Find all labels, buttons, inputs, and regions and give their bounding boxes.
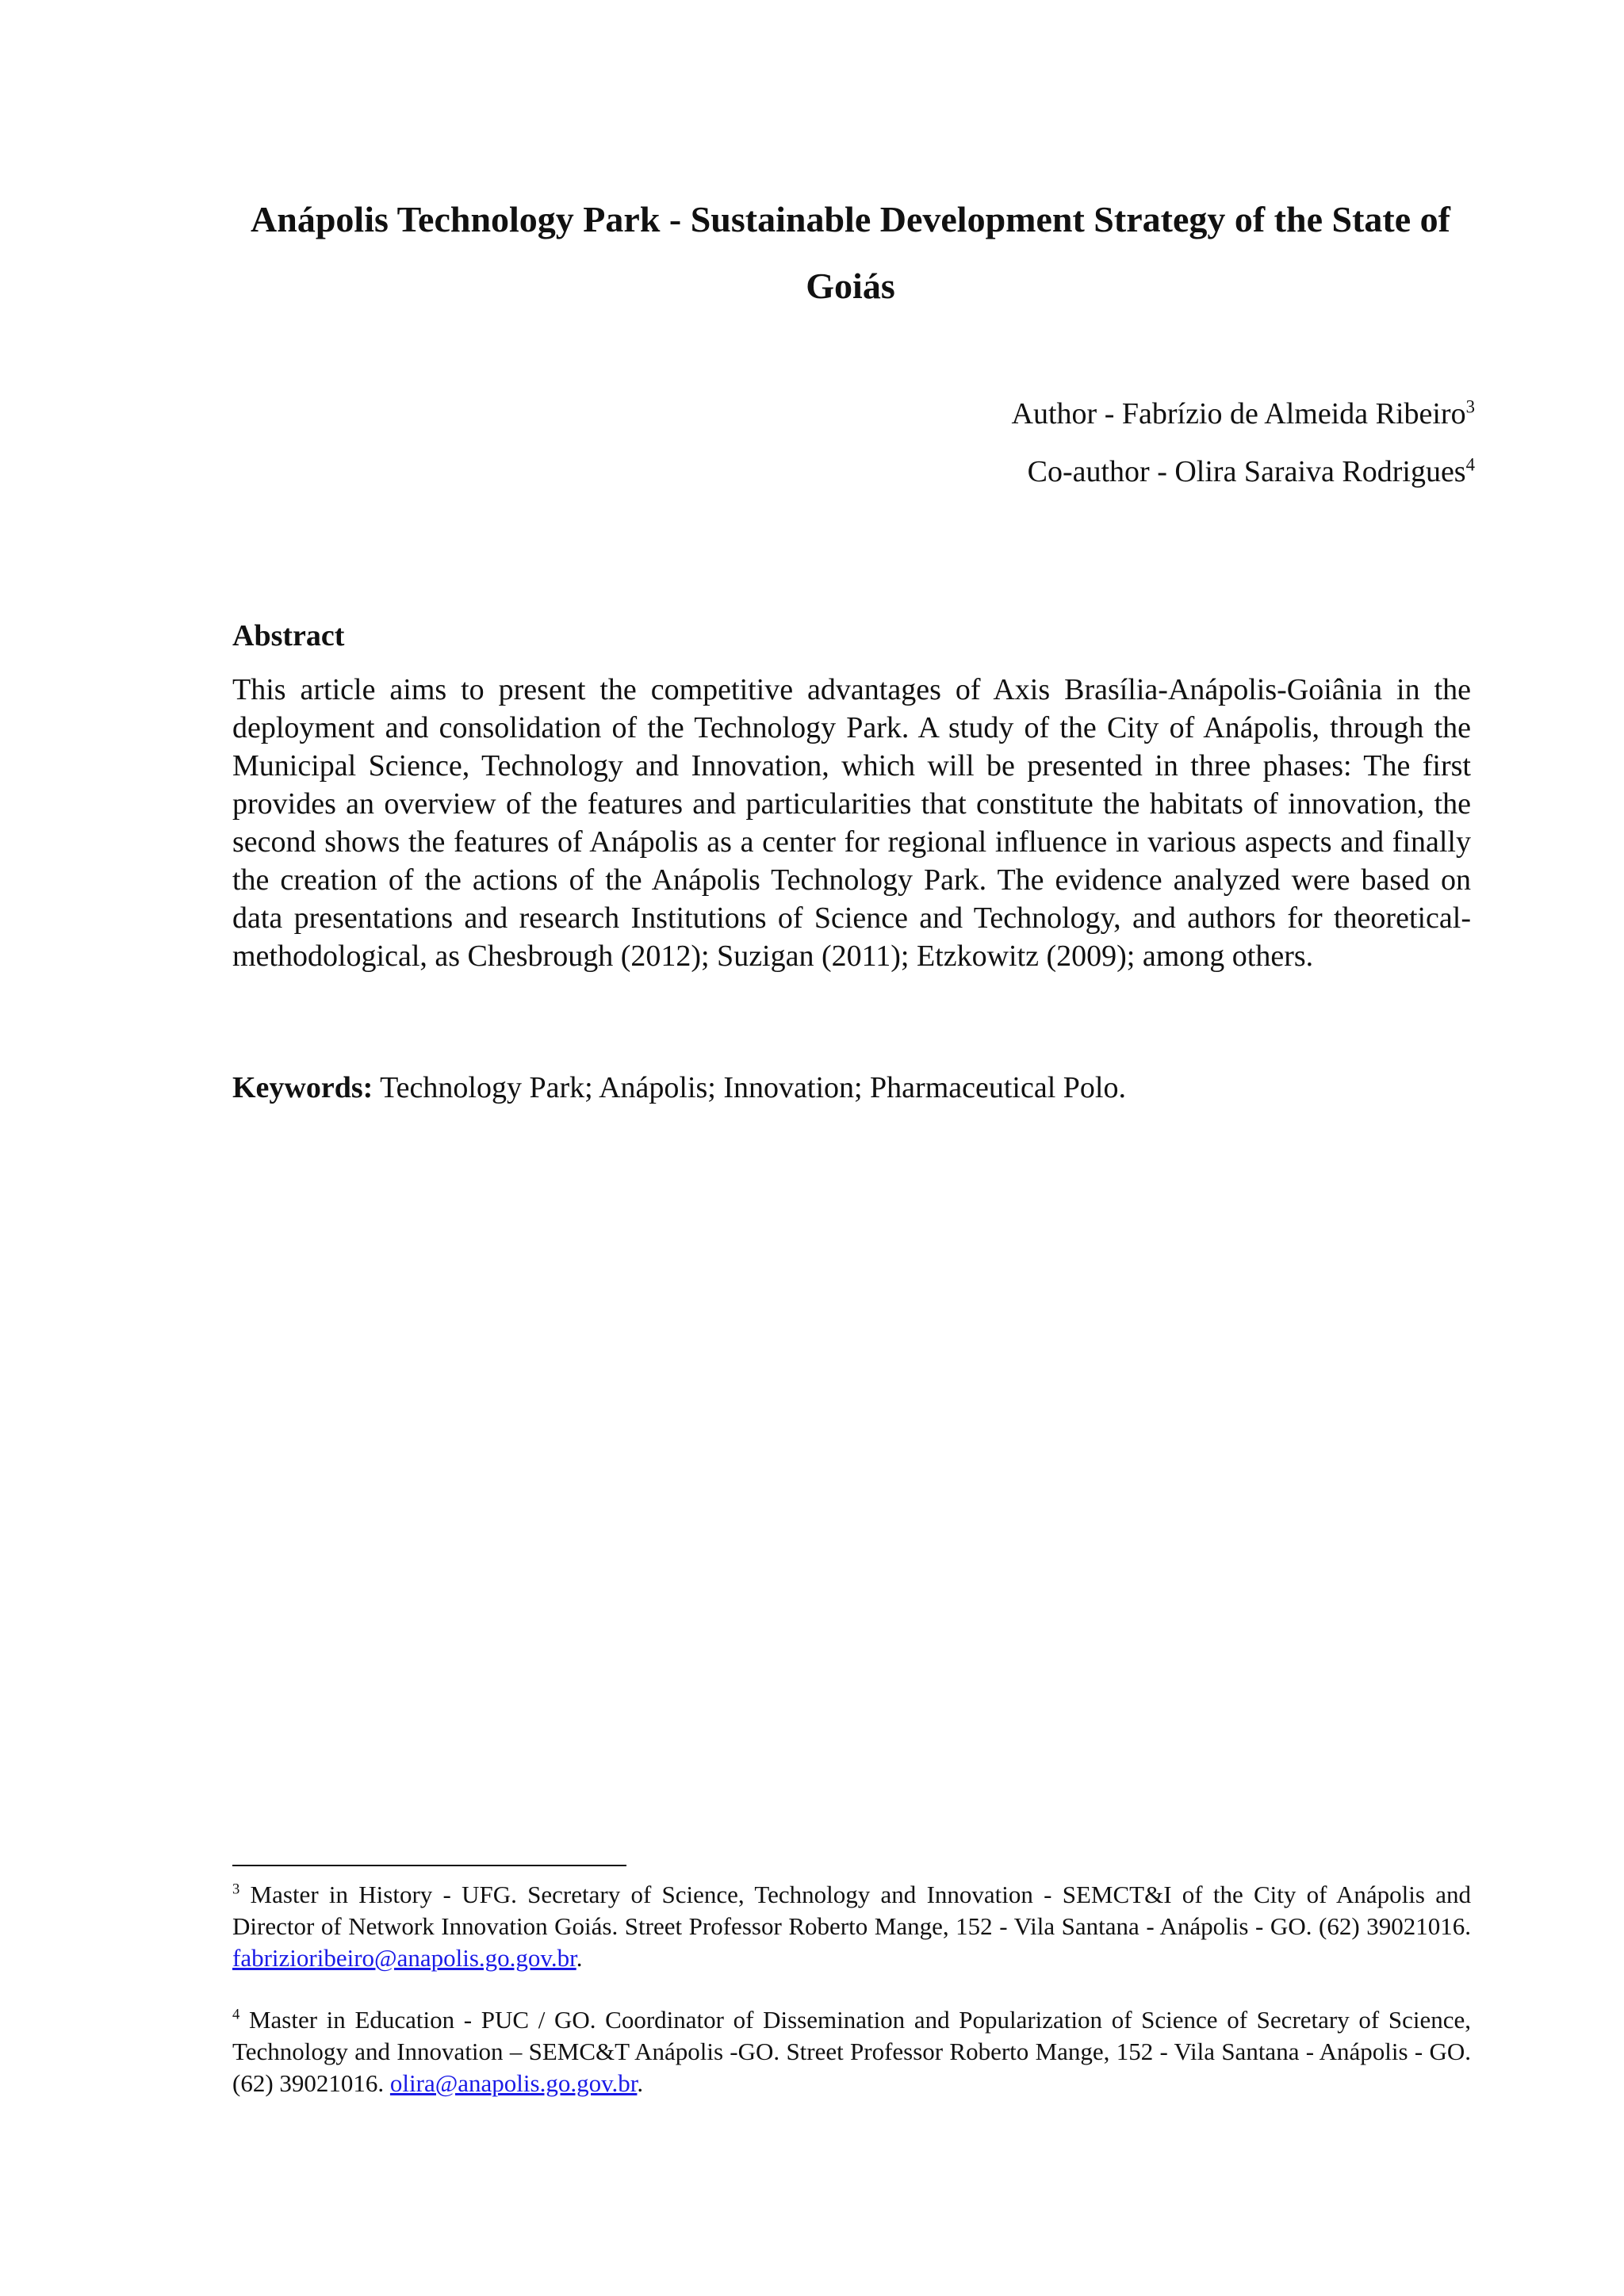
footnote-separator <box>232 1865 626 1866</box>
footnote-4 <box>232 2004 1471 2099</box>
paper-title: Anápolis Technology Park - Sustainable Development Strategy of the State of Goiás <box>251 199 1450 306</box>
footnote-text: Master in History - UFG. Secretary of Science, Technology and Innovation - SEMCT&I of the City of Anápolis and Director of Network Innovation Goiás. Street Professor Roberto Mange, 152 - Vila Santana - Anápolis - GO. (62) 39021016. <box>232 1881 1471 1940</box>
footnote-end: . <box>576 1944 583 1972</box>
author-footnote-marker: 3 <box>1465 396 1475 417</box>
author-name: Author - Fabrízio de Almeida Ribeiro <box>1011 397 1466 430</box>
abstract-heading: Abstract <box>232 619 345 652</box>
coauthor-line <box>714 443 1475 501</box>
keywords-line <box>232 1069 1471 1107</box>
keywords-label: Keywords: <box>232 1071 373 1104</box>
keywords-text: Technology Park; Anápolis; Innovation; Pharmaceutical Polo. <box>373 1071 1126 1104</box>
footnote-email-link[interactable]: fabrizioribeiro@anapolis.go.gov.br <box>232 1944 576 1972</box>
footnote-email-link[interactable]: olira@anapolis.go.gov.br <box>389 2069 638 2097</box>
footnote-3 <box>232 1879 1471 1974</box>
coauthor-name: Co-author - Olira Saraiva Rodrigues <box>1027 455 1466 488</box>
author-block <box>714 385 1475 501</box>
coauthor-footnote-marker: 4 <box>1465 454 1475 475</box>
footnote-number: 4 <box>232 2006 240 2023</box>
footnote-text: Master in Education - PUC / GO. Coordinator of Dissemination and Popularization of Science of Secretary of Science, Technology and Innovation – SEMC&T Anápolis -GO. Street Professor Roberto Mange, 152 - Vila Santana - Anápolis - GO. (62) 39021016. <box>232 2006 1471 2097</box>
footnote-number: 3 <box>232 1881 240 1898</box>
footnote-end: . <box>637 2069 644 2097</box>
abstract-body: This article aims to present the competitive advantages of Axis Brasília-Anápolis-Goiânia in the deployment and consolidation of the Technology Park. A study of the City of Anápolis, through the Municipal Science, Technology and Innovation, which will be presented in three phases: The first provides an overview of the features and particularities that constitute the habitats of innovation, the second shows the features of Anápolis as a center for regional influence in various aspects and finally the creation of the actions of the Anápolis Technology Park. The evidence analyzed were based on data presentations and research Institutions of Science and Technology, and authors for theoretical-methodological, as Chesbrough (2012); Suzigan (2011); Etzkowitz (2009); among others. <box>232 673 1471 973</box>
author-line <box>714 385 1475 443</box>
